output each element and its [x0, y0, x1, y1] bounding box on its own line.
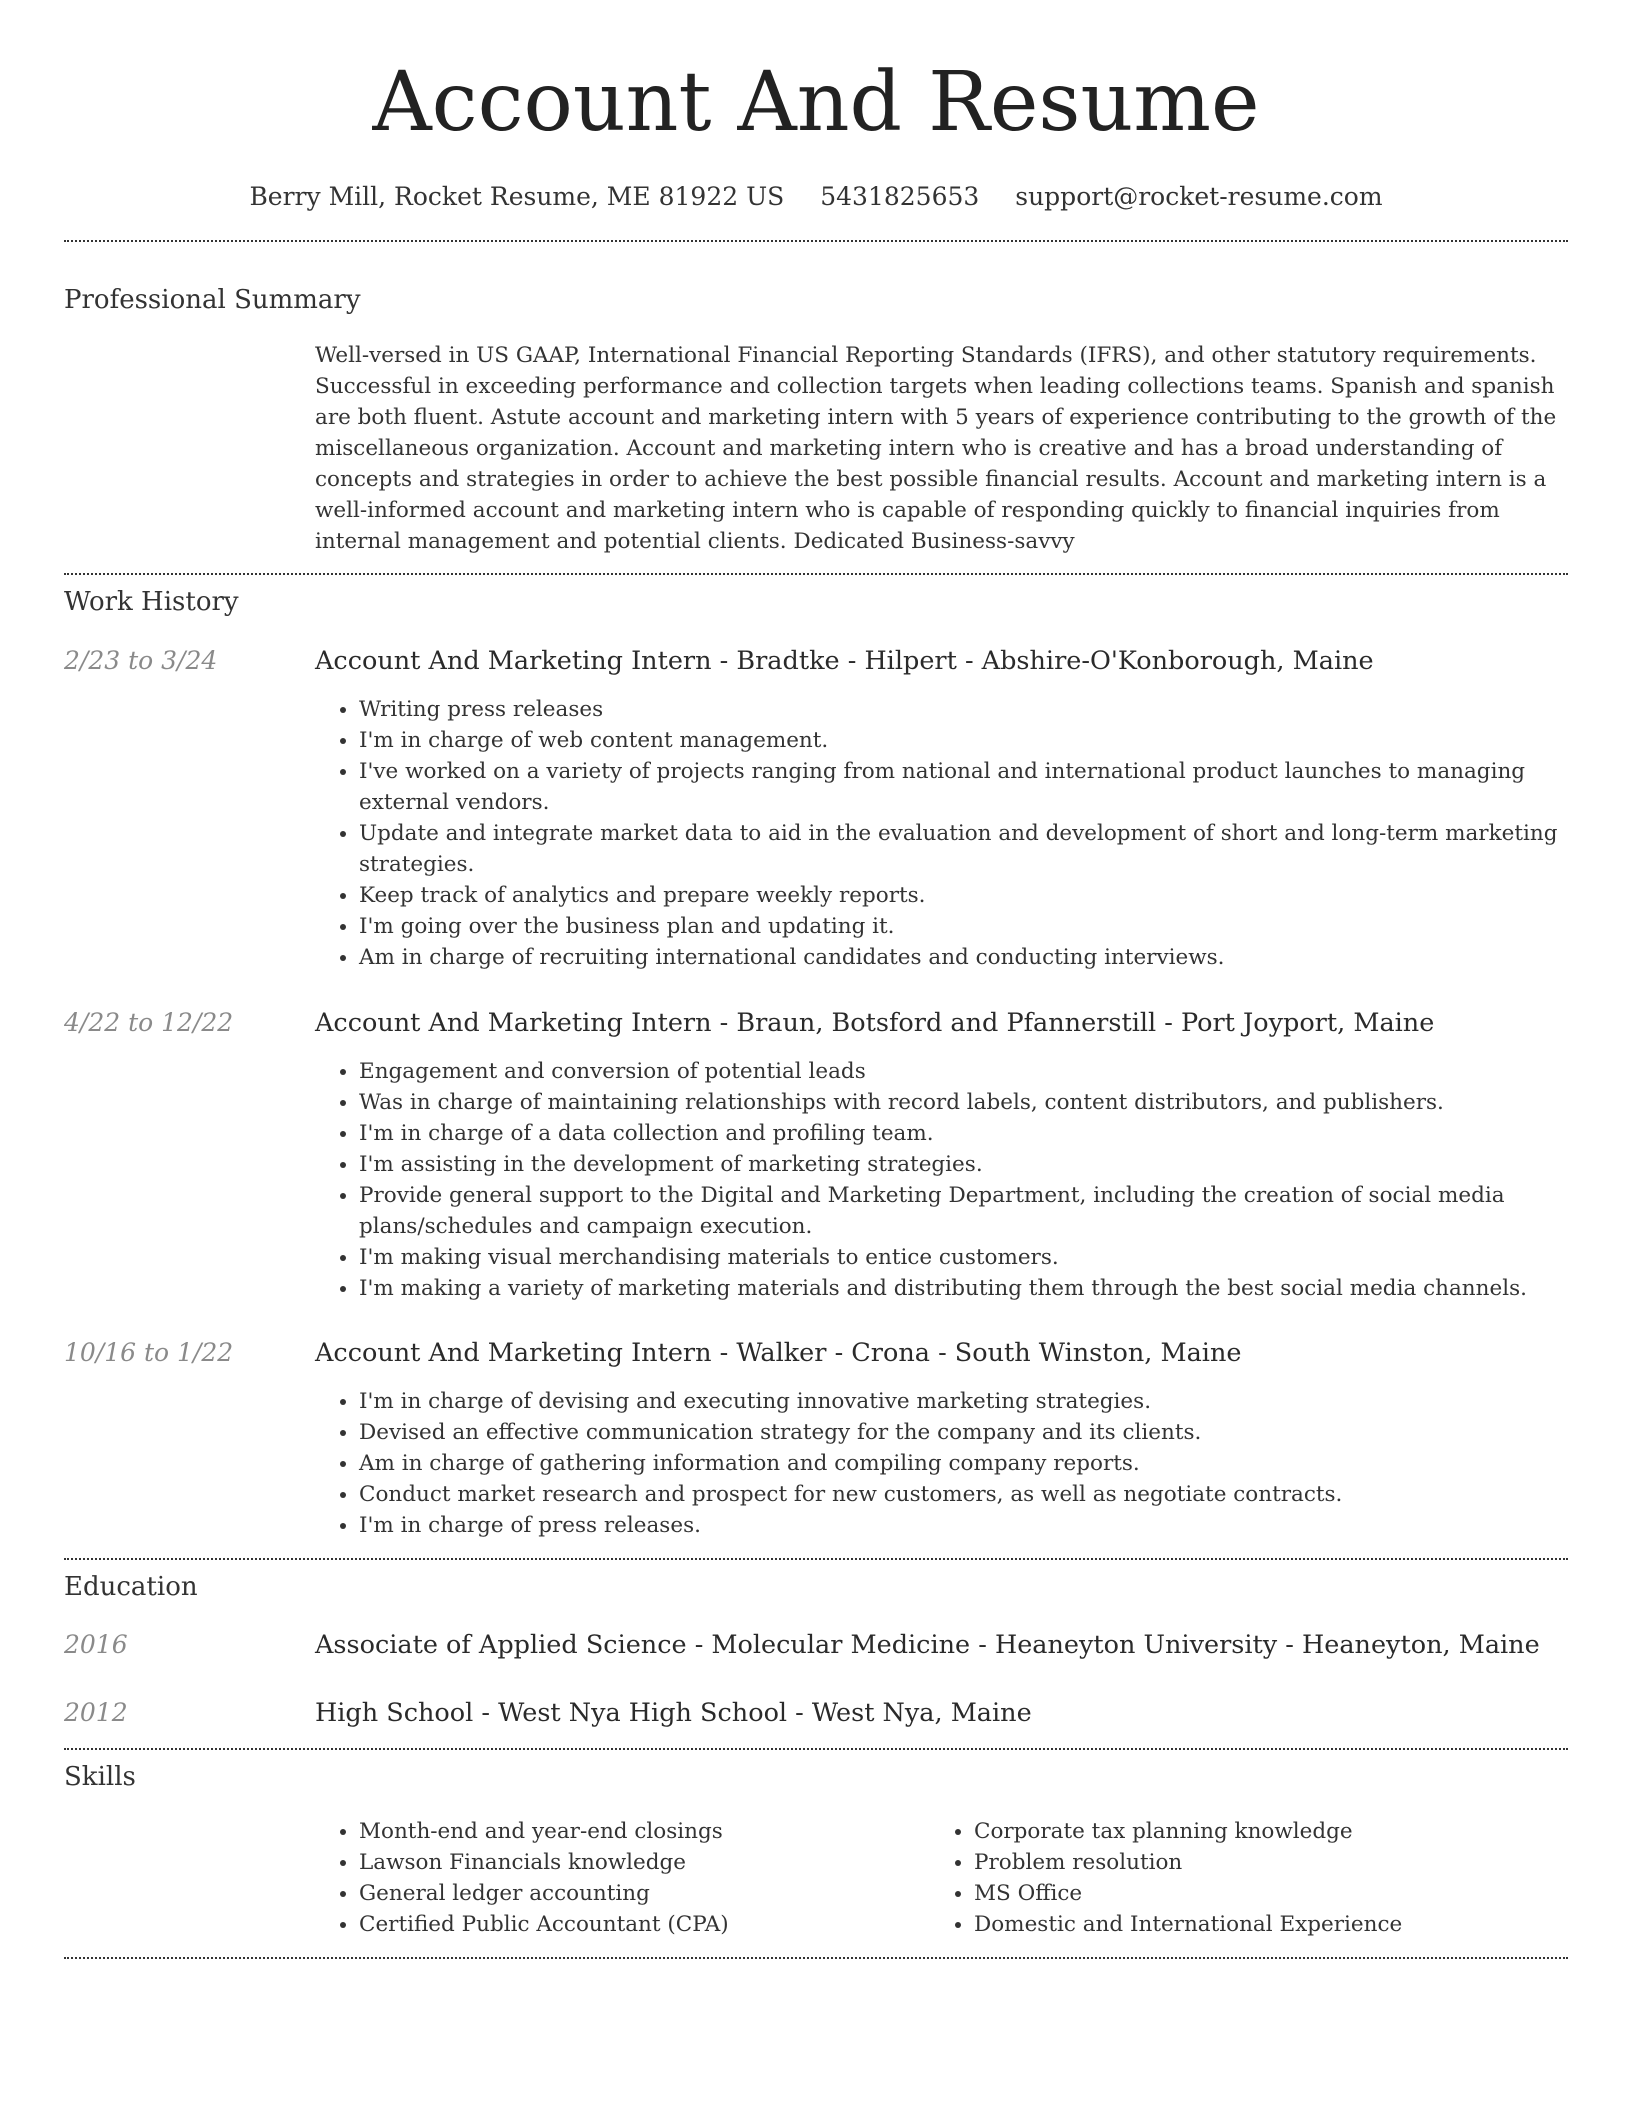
list-item: • I'm in charge of press releases.: [359, 1510, 1568, 1541]
skill-item: • Corporate tax planning knowledge: [974, 1816, 1632, 1847]
job-dates: 10/16 to 1/22: [64, 1338, 234, 1367]
list-item: • Engagement and conversion of potential leads: [359, 1056, 1568, 1087]
job-bullets: [315, 1386, 1568, 1541]
education-detail: Associate of Applied Science - Molecular Medicine - Heaneyton University - Heaneyton, Maine: [315, 1630, 1540, 1660]
job-bullets: [315, 1056, 1568, 1304]
skill-item: • MS Office: [974, 1878, 1632, 1909]
skill-item: • General ledger accounting: [359, 1878, 1568, 1909]
contact-line: [0, 180, 1632, 214]
list-item: • I'm making visual merchandising materials to entice customers.: [359, 1242, 1568, 1273]
list-item: • I'm making a variety of marketing materials and distributing them through the best social media channels.: [359, 1273, 1568, 1304]
education-detail: High School - West Nya High School - West Nya, Maine: [315, 1698, 1032, 1728]
list-item: • I've worked on a variety of projects ranging from national and international product launches to managing external vendors.: [359, 756, 1568, 818]
section-title-education: Education: [64, 1572, 198, 1602]
divider: [64, 573, 1568, 575]
education-year: 2012: [64, 1698, 128, 1727]
list-item: • I'm in charge of devising and executing innovative marketing strategies.: [359, 1386, 1568, 1417]
section-title-skills: Skills: [64, 1762, 136, 1792]
list-item: • Update and integrate market data to aid in the evaluation and development of short and long-term marketing strategies.: [359, 818, 1568, 880]
list-item: • I'm in charge of web content management.: [359, 725, 1568, 756]
education-year: 2016: [64, 1630, 128, 1659]
contact-address: Berry Mill, Rocket Resume, ME 81922 US: [249, 182, 785, 211]
list-item: • Keep track of analytics and prepare weekly reports.: [359, 880, 1568, 911]
skills-list-right: [930, 1816, 1632, 1940]
skill-item: • Problem resolution: [974, 1847, 1632, 1878]
list-item: • Writing press releases: [359, 694, 1568, 725]
divider: [64, 1748, 1568, 1750]
job-dates: 2/23 to 3/24: [64, 646, 218, 675]
contact-phone: 5431825653: [820, 182, 980, 211]
section-title-summary: Professional Summary: [64, 285, 361, 315]
summary-text: Well-versed in US GAAP, International Financial Reporting Standards (IFRS), and other statutory requirements. Successful in exceeding performance and collection targets when leading collections teams. Spanish and spanish are both fluent. Astute account and marketing intern with 5 years of experience contributing to the growth of the miscellaneous organization. Account and marketing intern who is creative and has a broad understanding of concepts and strategies in order to achieve the best possible financial results. Account and marketing intern is a well-informed account and marketing intern who is capable of responding quickly to financial inquiries from internal management and potential clients. Dedicated Business-savvy: [315, 343, 1557, 554]
list-item: • Provide general support to the Digital and Marketing Department, including the creation of social media plans/schedules and campaign execution.: [359, 1180, 1568, 1242]
list-item: • I'm in charge of a data collection and profiling team.: [359, 1118, 1568, 1149]
section-title-work: Work History: [64, 587, 239, 617]
skill-item: • Month-end and year-end closings: [359, 1816, 1568, 1847]
list-item: • I'm going over the business plan and updating it.: [359, 911, 1568, 942]
divider: [64, 1558, 1568, 1560]
resume-name: Account And Resume: [372, 55, 1260, 150]
job-dates: 4/22 to 12/22: [64, 1008, 234, 1037]
list-item: • Devised an effective communication strategy for the company and its clients.: [359, 1417, 1568, 1448]
contact-email: support@rocket-resume.com: [1015, 182, 1383, 211]
skill-item: • Domestic and International Experience: [974, 1909, 1632, 1940]
job-bullets: [315, 694, 1568, 973]
divider: [64, 1957, 1568, 1959]
job-title: Account And Marketing Intern - Braun, Botsford and Pfannerstill - Port Joyport, Maine: [315, 1008, 1435, 1038]
skill-item: • Lawson Financials knowledge: [359, 1847, 1568, 1878]
list-item: • Was in charge of maintaining relationships with record labels, content distributors, and publishers.: [359, 1087, 1568, 1118]
divider: [64, 240, 1568, 242]
list-item: • Am in charge of gathering information and compiling company reports.: [359, 1448, 1568, 1479]
skill-item: • Certified Public Accountant (CPA): [359, 1909, 1568, 1940]
list-item: • Am in charge of recruiting international candidates and conducting interviews.: [359, 942, 1568, 973]
list-item: • I'm assisting in the development of marketing strategies.: [359, 1149, 1568, 1180]
job-title: Account And Marketing Intern - Bradtke - Hilpert - Abshire-O'Konborough, Maine: [315, 646, 1374, 676]
job-title: Account And Marketing Intern - Walker - Crona - South Winston, Maine: [315, 1338, 1242, 1368]
list-item: • Conduct market research and prospect for new customers, as well as negotiate contracts.: [359, 1479, 1568, 1510]
